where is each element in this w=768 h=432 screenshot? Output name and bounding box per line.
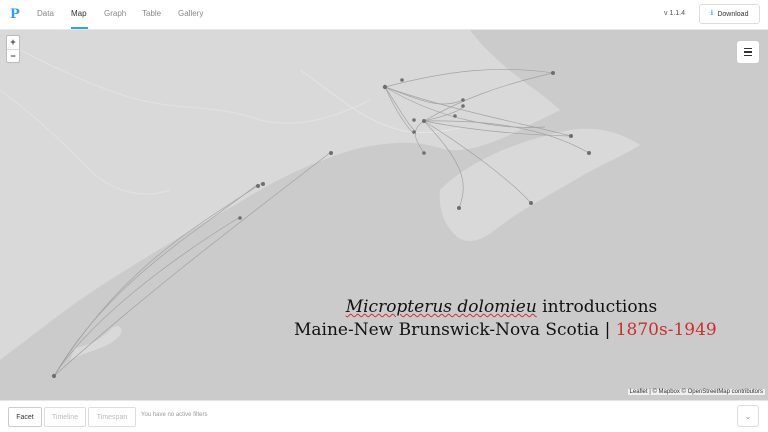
facet-button[interactable]: Facet bbox=[8, 407, 42, 427]
download-button[interactable] bbox=[699, 4, 760, 24]
region-label: Maine-New Brunswick-Nova Scotia | bbox=[294, 320, 616, 340]
active-tab-indicator bbox=[71, 27, 88, 29]
timeline-button[interactable]: Timeline bbox=[44, 407, 86, 427]
map-attribution[interactable]: Leaflet | © Mapbox © OpenStreetMap contributors bbox=[629, 389, 763, 395]
map-title bbox=[0, 297, 768, 317]
zoom-out-button[interactable]: − bbox=[7, 49, 19, 62]
tab-data[interactable]: Data bbox=[37, 9, 54, 18]
tab-gallery[interactable]: Gallery bbox=[178, 9, 204, 18]
bottom-toolbar bbox=[0, 400, 768, 432]
map-canvas[interactable] bbox=[0, 30, 768, 400]
filters-status: You have no active filters bbox=[141, 412, 208, 418]
map-subtitle bbox=[294, 320, 717, 340]
tab-table[interactable]: Table bbox=[142, 9, 162, 18]
top-nav bbox=[0, 0, 768, 30]
download-icon: ⭳ bbox=[710, 8, 714, 17]
expand-panel-button[interactable] bbox=[737, 405, 759, 427]
chevron-down-icon: ⌄ bbox=[744, 411, 752, 421]
species-name: Micropterus dolomieu bbox=[345, 297, 537, 317]
zoom-control bbox=[6, 35, 20, 63]
zoom-in-button[interactable]: + bbox=[10, 37, 16, 47]
hamburger-icon bbox=[744, 48, 752, 49]
tab-map[interactable]: Map bbox=[71, 9, 87, 18]
timespan-button[interactable]: Timespan bbox=[88, 407, 136, 427]
download-label: Download bbox=[717, 10, 749, 18]
ocean-water bbox=[0, 60, 768, 400]
basemap bbox=[0, 30, 768, 400]
map-menu-button[interactable] bbox=[737, 41, 759, 63]
years-label: 1870s-1949 bbox=[615, 320, 717, 340]
app-logo[interactable]: P bbox=[10, 7, 20, 22]
tab-graph[interactable]: Graph bbox=[104, 9, 127, 18]
title-suffix: introductions bbox=[536, 297, 658, 317]
version-label: v 1.1.4 bbox=[664, 10, 686, 17]
